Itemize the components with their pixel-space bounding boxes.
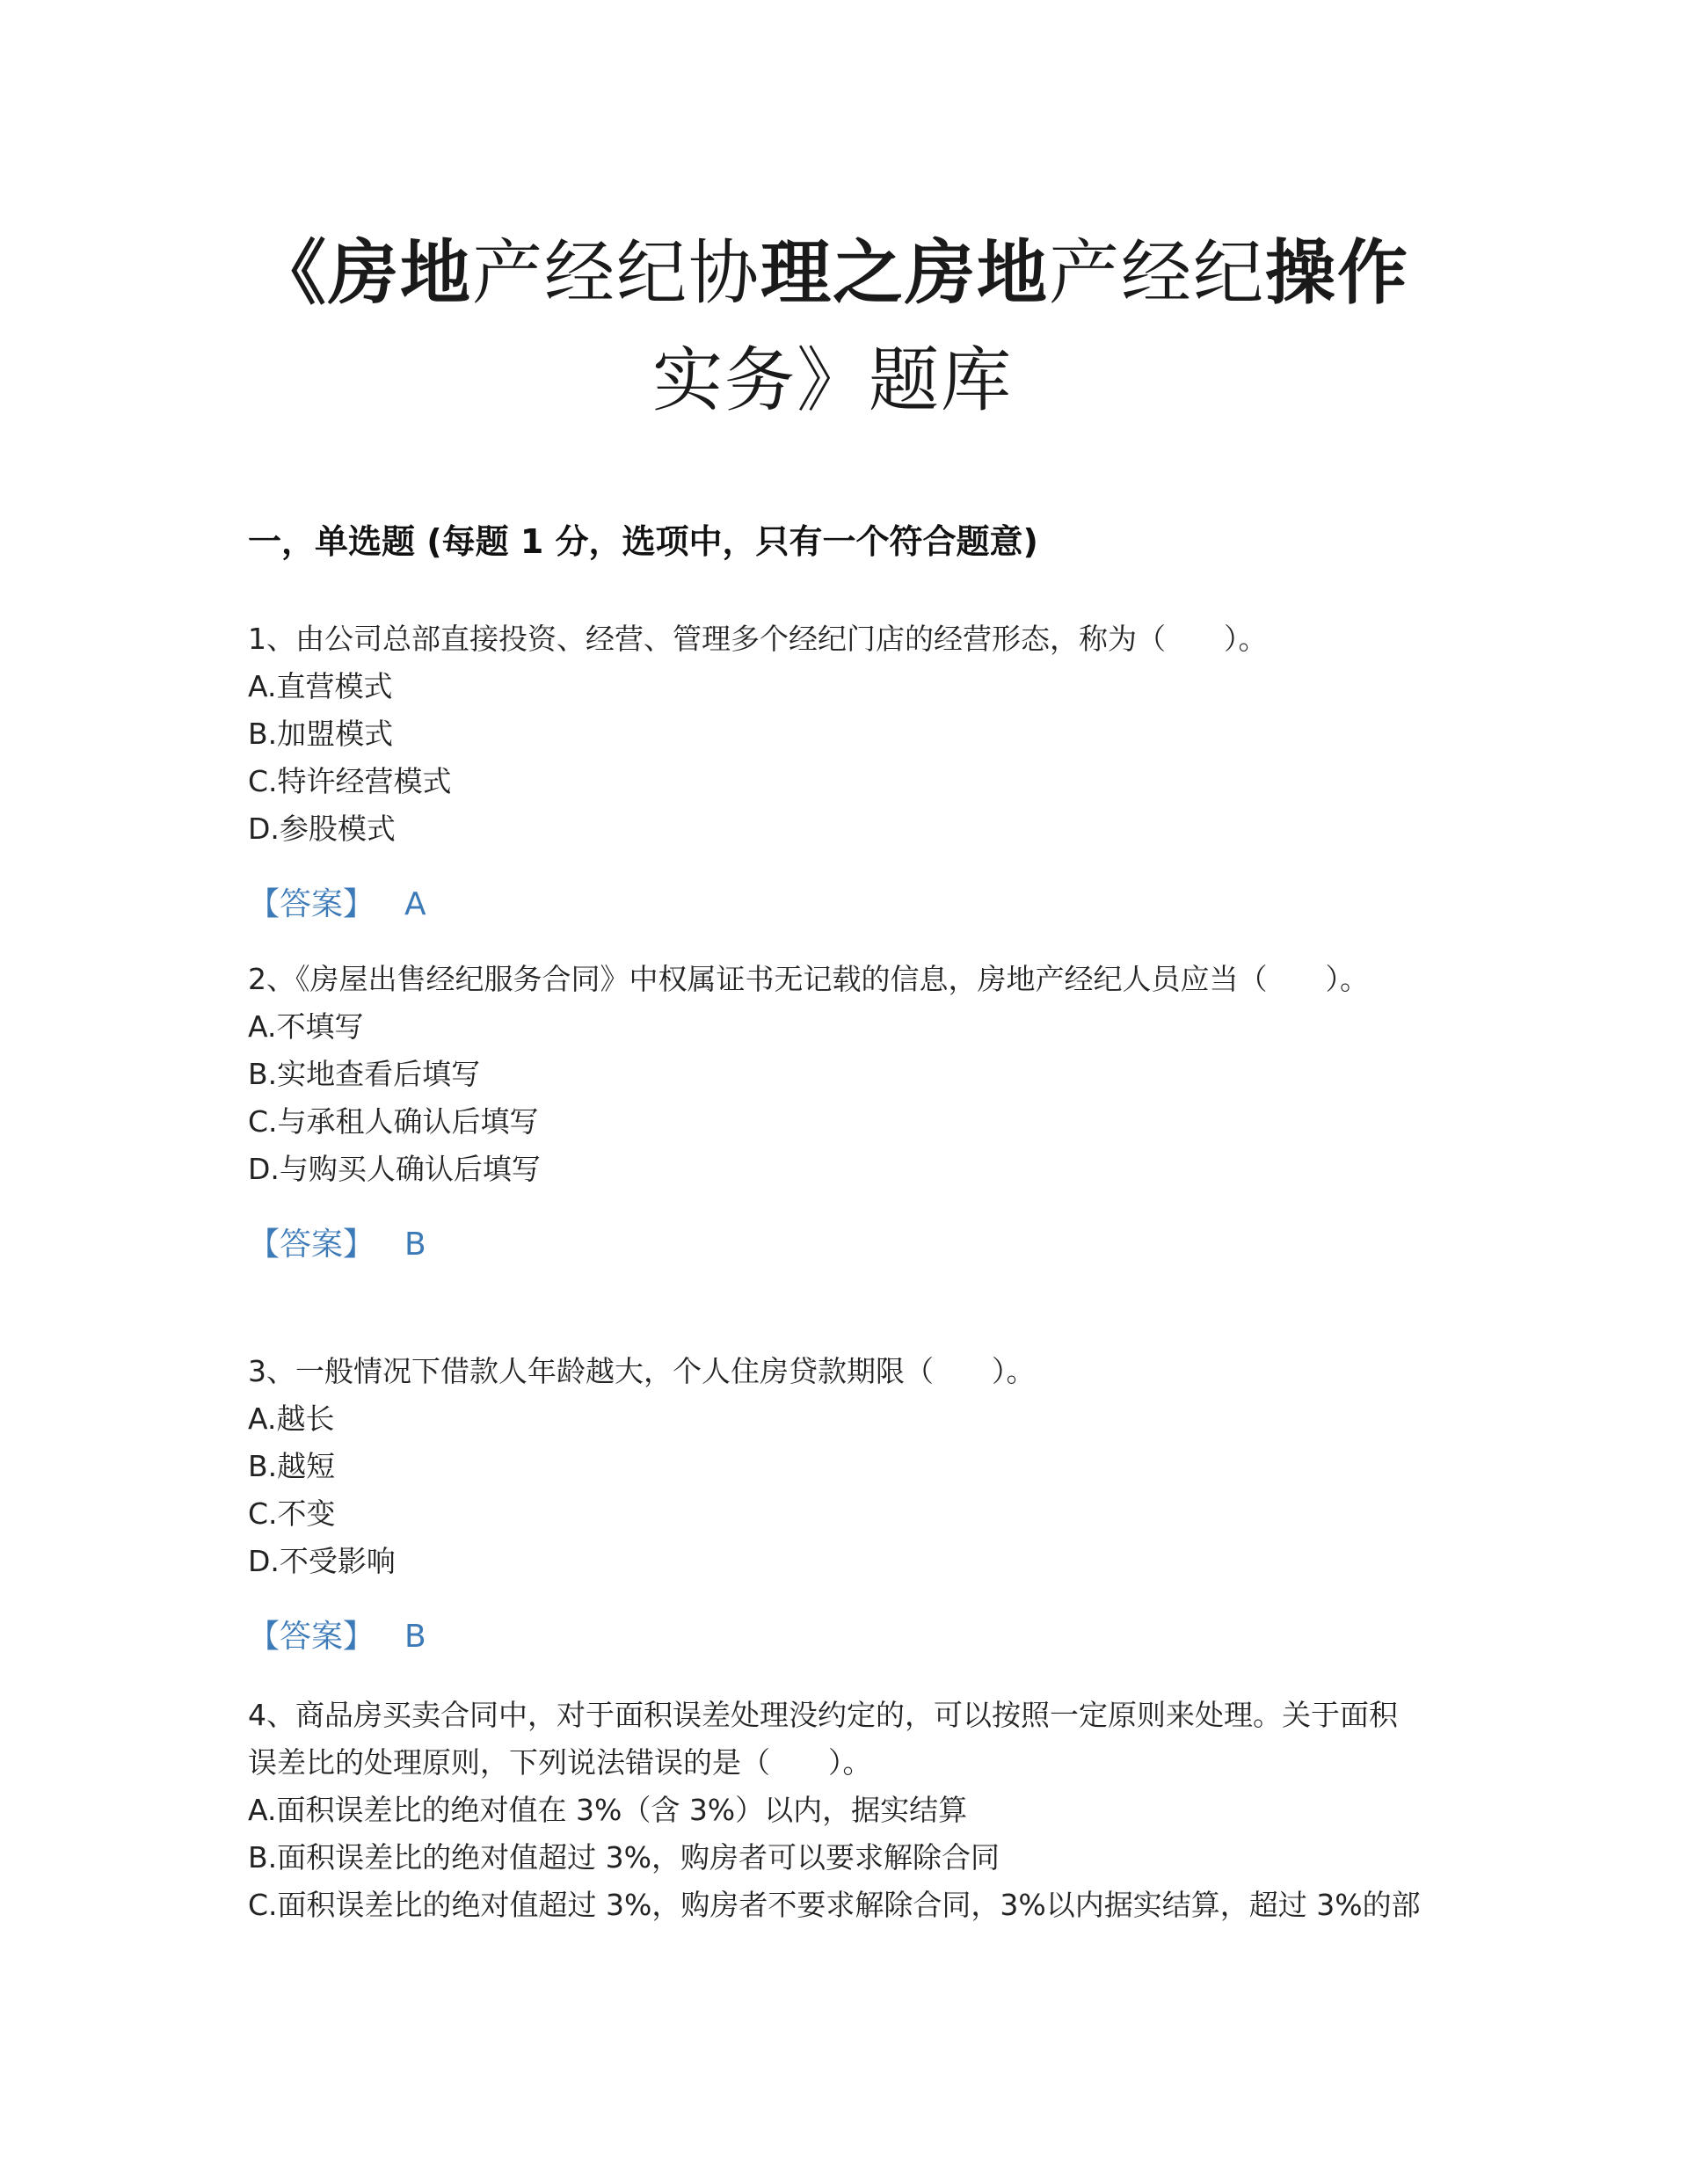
answer-label: 【答案】 [248, 886, 375, 922]
answer-line [248, 881, 1417, 928]
section-heading: 一，单选题 (每题 1 分，选项中，只有一个符合题意) [248, 522, 1038, 561]
question-option: B.面积误差比的绝对值超过 3%，购房者可以要求解除合同 [248, 1840, 1000, 1875]
question-3 [248, 1348, 1417, 1661]
question-option: B.加盟模式 [248, 717, 394, 751]
document-title [248, 220, 1417, 434]
question-option: A.直营模式 [248, 669, 393, 703]
question-option: D.参股模式 [248, 812, 396, 846]
question-option: B.越短 [248, 1449, 336, 1483]
answer-value: B [404, 1227, 426, 1263]
question-stem: 1、由公司总部直接投资、经营、管理多个经纪门店的经营形态，称为（ ）。 [248, 622, 1268, 656]
question-option: A.越长 [248, 1401, 335, 1436]
answer-line [248, 1613, 1417, 1661]
question-option: A.不填写 [248, 1009, 364, 1044]
title-line-2: 实务》题库 [652, 339, 1013, 421]
answer-label: 【答案】 [248, 1619, 375, 1655]
question-option: D.与购买人确认后填写 [248, 1152, 541, 1186]
question-1 [248, 615, 1417, 928]
title-part: 产经纪 [472, 232, 688, 314]
question-stem: 3、一般情况下借款人年龄越大，个人住房贷款期限（ ）。 [248, 1354, 1036, 1388]
title-part: 理之房地 [760, 232, 1049, 314]
question-option: D.不受影响 [248, 1544, 396, 1578]
question-4 [248, 1692, 1421, 1929]
question-2 [248, 956, 1417, 1269]
question-option: C.面积误差比的绝对值超过 3%，购房者不要求解除合同，3%以内据实结算，超过 3%的部 [248, 1888, 1421, 1922]
title-part: 《房地 [256, 232, 472, 314]
question-stem: 2、《房屋出售经纪服务合同》中权属证书无记载的信息，房地产经纪人员应当（ ）。 [248, 962, 1369, 996]
question-option: C.特许经营模式 [248, 764, 452, 798]
document-page [248, 0, 1421, 2184]
answer-value: A [404, 886, 426, 922]
answer-value: B [404, 1619, 426, 1655]
title-part: 产经纪 [1049, 232, 1265, 314]
question-option: B.实地查看后填写 [248, 1057, 481, 1091]
title-part: 协 [688, 232, 760, 314]
question-stem: 4、商品房买卖合同中，对于面积误差处理没约定的，可以按照一定原则来处理。关于面积误差比的处理原则，下列说法错误的是（ ）。 [248, 1698, 1398, 1780]
answer-label: 【答案】 [248, 1227, 375, 1263]
question-option: A.面积误差比的绝对值在 3%（含 3%）以内，据实结算 [248, 1793, 968, 1827]
title-part: 操作 [1265, 232, 1409, 314]
title-line-1 [256, 232, 1409, 314]
question-option: C.不变 [248, 1496, 336, 1531]
question-option: C.与承租人确认后填写 [248, 1104, 539, 1139]
answer-line [248, 1221, 1417, 1269]
